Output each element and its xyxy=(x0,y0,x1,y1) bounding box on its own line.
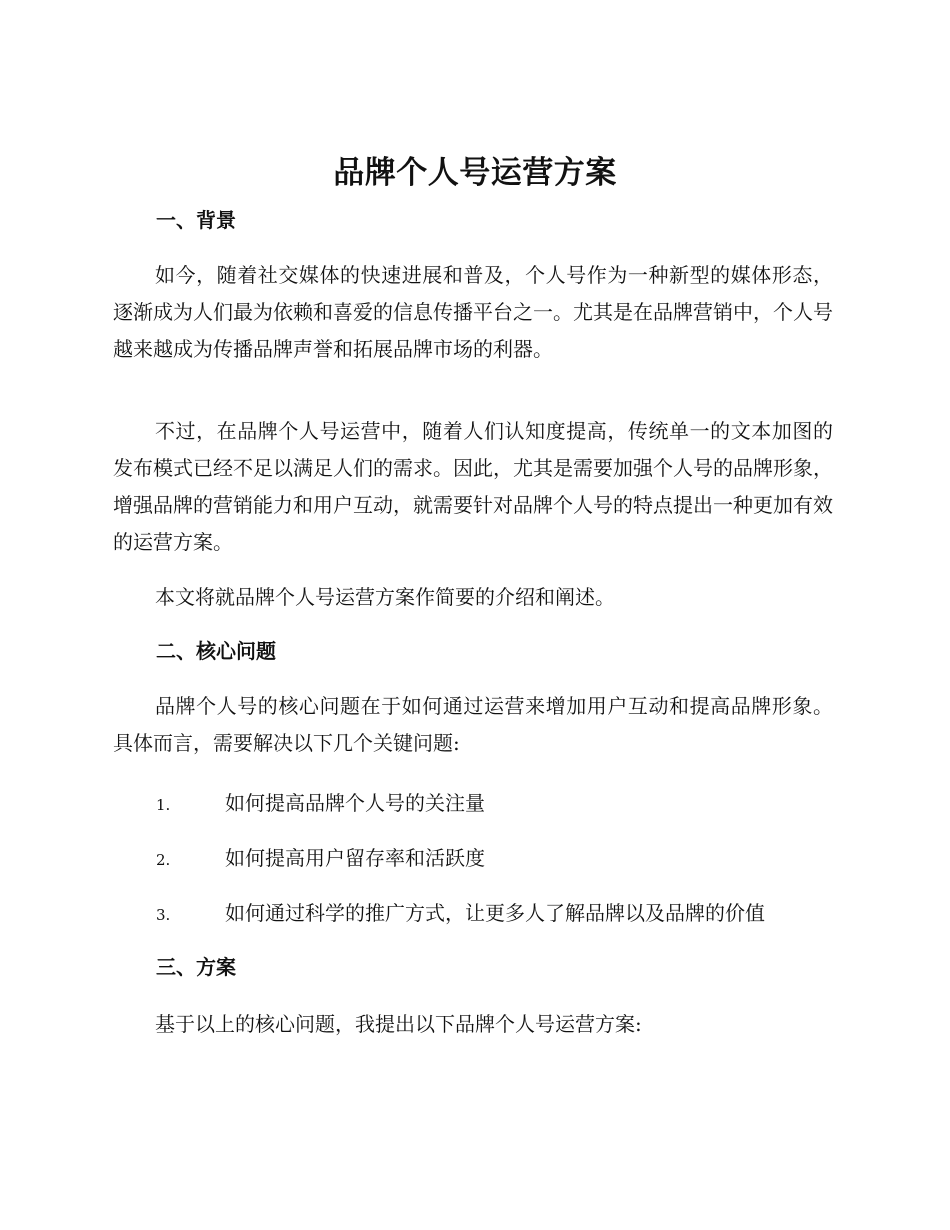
list-item-number: 1. xyxy=(156,796,171,814)
list-item-text: 如何提高品牌个人号的关注量 xyxy=(225,791,485,815)
list-item-number: 2. xyxy=(156,851,171,869)
core-issues-intro: 品牌个人号的核心问题在于如何通过运营来增加用户互动和提高品牌形象。具体而言，需要解决以下几个关键问题: xyxy=(113,694,833,755)
list-item-number: 3. xyxy=(156,906,171,924)
background-paragraph-2: 不过，在品牌个人号运营中，随着人们认知度提高，传统单一的文本加图的发布模式已经不足以满足人们的需求。因此，尤其是需要加强个人号的品牌形象，增强品牌的营销能力和用户互动，就需要针对品牌个人号的特点提出一种更加有效的运营方案。 xyxy=(113,419,833,554)
document-title: 品牌个人号运营方案 xyxy=(333,155,617,191)
list-item xyxy=(156,788,836,820)
plan-intro: 基于以上的核心问题，我提出以下品牌个人号运营方案: xyxy=(155,1012,642,1036)
list-item-text: 如何通过科学的推广方式，让更多人了解品牌以及品牌的价值 xyxy=(225,901,765,925)
list-item-text: 如何提高用户留存率和活跃度 xyxy=(225,846,485,870)
background-paragraph-1: 如今，随着社交媒体的快速进展和普及，个人号作为一种新型的媒体形态，逐渐成为人们最为依赖和喜爱的信息传播平台之一。尤其是在品牌营销中，个人号越来越成为传播品牌声誉和拓展品牌市场的利器。 xyxy=(113,263,833,361)
section-heading-background: 一、背景 xyxy=(156,208,236,232)
list-item xyxy=(156,843,836,875)
list-item xyxy=(156,898,836,930)
section-heading-plan: 三、方案 xyxy=(156,955,236,979)
section-heading-core-issues: 二、核心问题 xyxy=(156,639,276,663)
background-paragraph-3: 本文将就品牌个人号运营方案作简要的介绍和阐述。 xyxy=(155,585,615,609)
